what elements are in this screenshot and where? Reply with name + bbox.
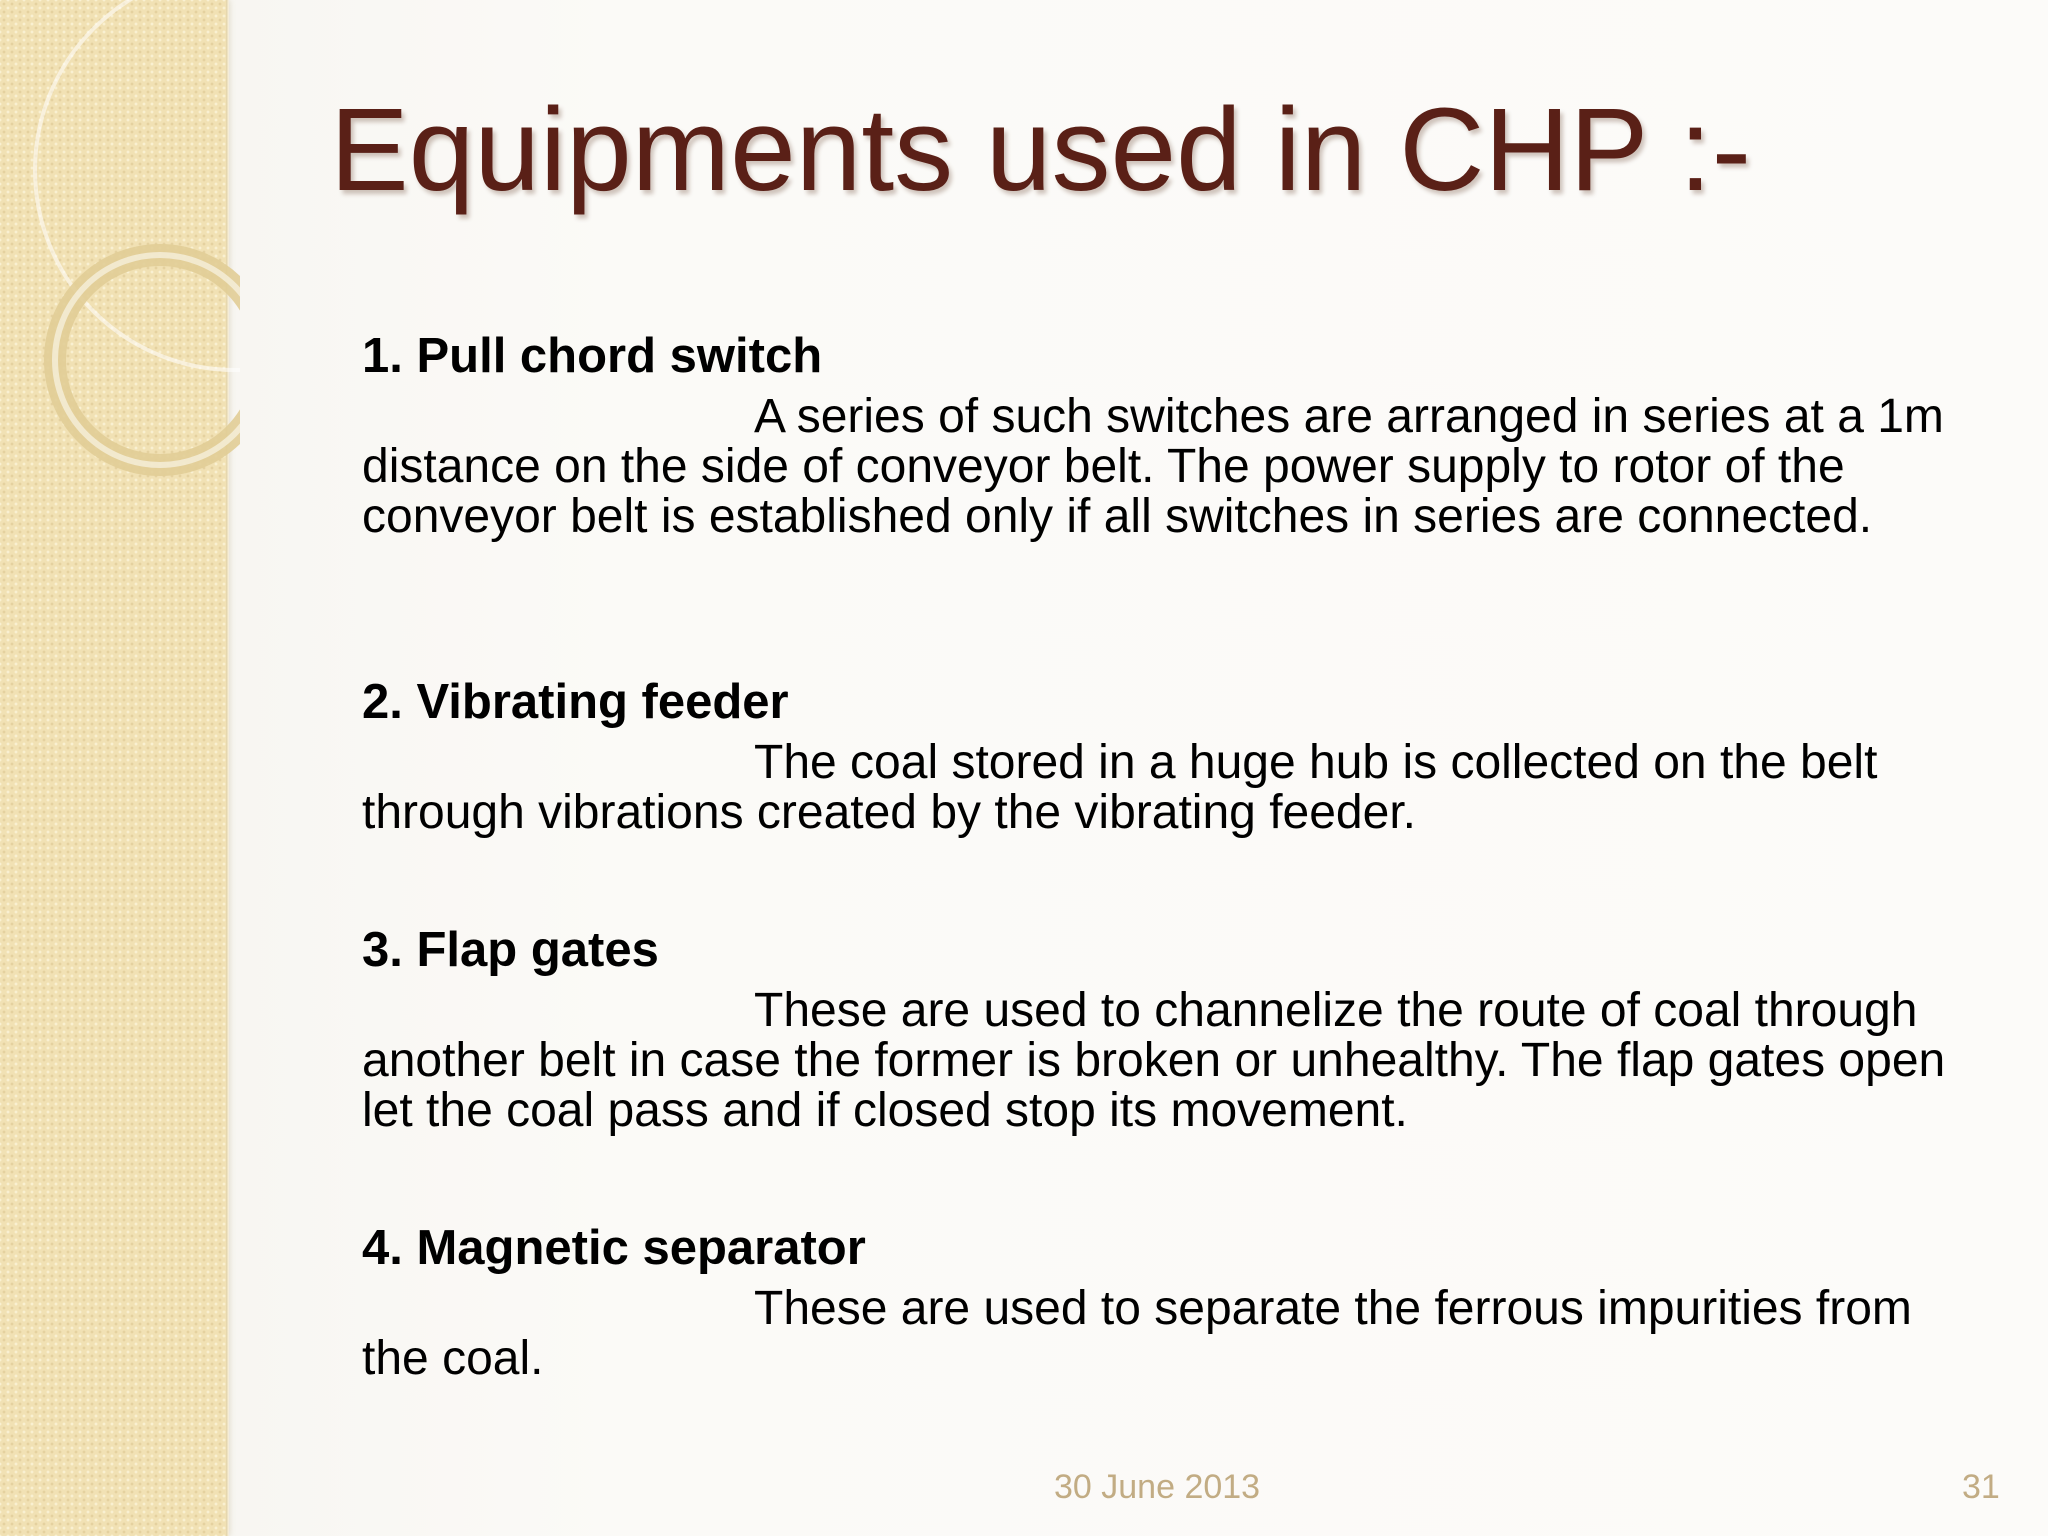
item-heading: 3. Flap gates xyxy=(362,923,659,977)
item-description: These are used to separate the ferrous impurities from the coal. xyxy=(362,1282,1912,1385)
slide-title: Equipments used in CHP :- xyxy=(330,84,1752,216)
list-item-magnetic-separator xyxy=(362,1222,1982,1384)
item-description: A series of such switches are arranged in series at a 1m distance on the side of conveyor belt. The power supply to rotor of the conveyor belt is established only if all switches in series are connected. xyxy=(362,390,1944,543)
item-heading: 4. Magnetic separator xyxy=(362,1221,866,1275)
item-heading: 2. Vibrating feeder xyxy=(362,675,789,729)
list-item-flap-gates xyxy=(362,924,1982,1136)
item-description: The coal stored in a huge hub is collected on the belt through vibrations created by the vibrating feeder. xyxy=(362,736,1878,839)
list-item-pull-chord-switch xyxy=(362,330,1982,542)
slide-number: 31 xyxy=(1962,1468,2000,1506)
decorative-rings xyxy=(0,0,240,520)
item-heading: 1. Pull chord switch xyxy=(362,329,823,383)
item-description: These are used to channelize the route of coal through another belt in case the former is broken or unhealthy. The flap gates open let the coal pass and if closed stop its movement. xyxy=(362,984,1946,1137)
footer-date: 30 June 2013 xyxy=(1054,1468,1261,1506)
list-item-vibrating-feeder xyxy=(362,676,1982,838)
